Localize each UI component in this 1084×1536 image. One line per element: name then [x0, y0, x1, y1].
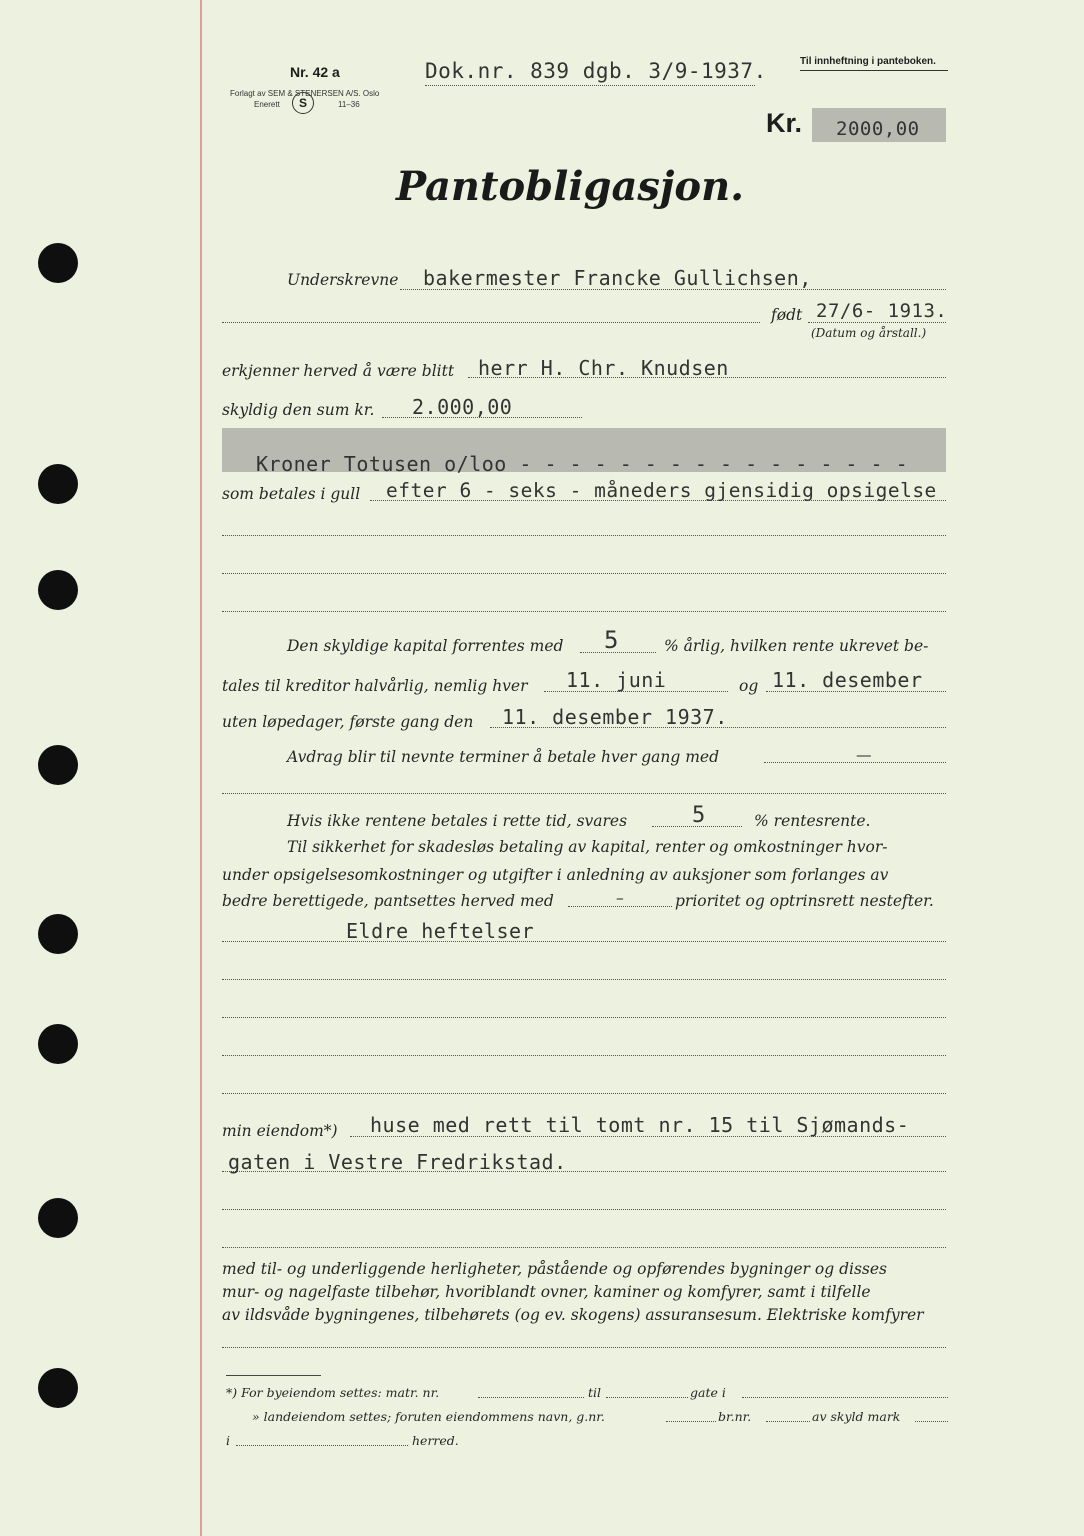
footnote-gate: gate i: [690, 1385, 726, 1400]
punch-hole: [38, 1368, 78, 1408]
prior-liens-line: [222, 941, 946, 942]
payment-date-2[interactable]: 11. desember: [772, 668, 923, 692]
form-number: Nr. 42 a: [290, 64, 340, 80]
doc-ref-underline: [425, 85, 755, 86]
footnote-brnr: br.nr.: [718, 1409, 752, 1424]
born-line: [808, 322, 946, 323]
footnote-blank: [606, 1397, 688, 1398]
blank-line: [222, 1247, 946, 1248]
footnote-til: til: [588, 1385, 602, 1400]
property-value-1[interactable]: huse med rett til tomt nr. 15 til Sjømands-: [370, 1113, 910, 1137]
punch-hole: [38, 914, 78, 954]
punch-hole: [38, 464, 78, 504]
born-prefix-line: [222, 322, 760, 323]
footnote-blank: [766, 1421, 810, 1422]
publisher-line: Forlagt av SEM & STENERSEN A/S. Oslo: [230, 89, 380, 98]
first-payment-prefix: uten løpedager, første gang den: [222, 713, 474, 731]
payable-terms[interactable]: efter 6 - seks - måneders gjensidig opsigelse: [386, 479, 937, 502]
undersigned-value[interactable]: bakermester Francke Gullichsen,: [423, 266, 812, 290]
blank-line: [222, 1055, 946, 1056]
installment-value[interactable]: —: [856, 746, 872, 764]
footnote-blank: [915, 1421, 948, 1422]
margin-rule: [200, 0, 202, 1536]
payment-prefix: tales til kreditor halvårlig, nemlig hver: [222, 677, 528, 695]
punch-hole: [38, 1024, 78, 1064]
footnote-rule: [226, 1375, 321, 1376]
closing-line-2: mur- og nagelfaste tilbehør, hvoriblandt ovner, kaminer og komfyrer, samt i tilfelle: [222, 1283, 871, 1301]
security-line-3-prefix: bedre berettigede, pantsettes herved med: [222, 892, 554, 910]
footnote-blank: [742, 1397, 948, 1398]
blank-line: [222, 979, 946, 980]
punch-hole: [38, 745, 78, 785]
acknowledge-label: erkjenner herved å være blitt: [222, 362, 455, 380]
late-interest-rate[interactable]: 5: [692, 803, 706, 828]
amount-in-words[interactable]: Kroner Totusen o/loo - - - - - - - - - - - - - - - -: [256, 452, 909, 476]
punch-hole: [38, 1198, 78, 1238]
footnote-herred: herred.: [412, 1433, 459, 1448]
late-interest-suffix: % rentesrente.: [754, 812, 871, 830]
footnote-blank: [666, 1421, 716, 1422]
publisher-date: 11–36: [338, 100, 360, 109]
payable-label: som betales i gull: [222, 485, 361, 503]
late-interest-prefix: Hvis ikke rentene betales i rette tid, svares: [287, 812, 628, 830]
blank-line: [222, 535, 946, 536]
creditor-value[interactable]: herr H. Chr. Knudsen: [478, 356, 729, 380]
amount-value: 2000,00: [836, 118, 920, 140]
filing-note-rule: [800, 70, 948, 71]
punch-hole: [38, 570, 78, 610]
first-payment-date[interactable]: 11. desember 1937.: [502, 705, 728, 729]
security-line-1: Til sikkerhet for skadesløs betaling av kapital, renter og omkostninger hvor-: [287, 838, 888, 856]
footnote-line-2-prefix: » landeiendom settes; foruten eiendommens navn, g.nr.: [252, 1409, 605, 1424]
closing-line-1: med til- og underliggende herligheter, påstående og opførendes bygninger og disses: [222, 1260, 887, 1278]
footnote-i: i: [226, 1433, 230, 1448]
footnote-line-1-prefix: *) For byeiendom settes: matr. nr.: [226, 1385, 440, 1400]
payment-and: og: [739, 677, 759, 695]
blank-line: [222, 611, 946, 612]
filing-note: Til innheftning i panteboken.: [800, 56, 936, 67]
born-hint: (Datum og årstall.): [811, 326, 927, 340]
blank-line: [222, 1017, 946, 1018]
blank-line: [222, 573, 946, 574]
interest-prefix: Den skyldige kapital forrentes med: [287, 637, 564, 655]
closing-line-3: av ildsvåde bygningenes, tilbehørets (og ev. skogens) assuransesum. Elektriske komfyrer: [222, 1306, 924, 1324]
document-reference: Dok.nr. 839 dgb. 3/9-1937.: [425, 59, 767, 83]
blank-line: [222, 1209, 946, 1210]
publisher-logo-icon: S: [292, 92, 314, 114]
property-label: min eiendom*): [222, 1122, 338, 1140]
undersigned-label: Underskrevne: [287, 271, 399, 289]
document-title: Pantobligasjon.: [396, 163, 745, 210]
punch-hole: [38, 243, 78, 283]
amount-label: Kr.: [766, 108, 803, 138]
born-label: født: [771, 306, 803, 324]
installment-line: [764, 762, 946, 763]
born-date[interactable]: 27/6- 1913.: [816, 300, 948, 322]
interest-suffix: % årlig, hvilken rente ukrevet be-: [664, 637, 929, 655]
priority-value[interactable]: –: [616, 889, 624, 907]
security-line-3-suffix: prioritet og optrinsrett nestefter.: [675, 892, 934, 910]
interest-rate[interactable]: 5: [604, 626, 619, 654]
footnote-skyld: av skyld mark: [812, 1409, 901, 1424]
blank-line: [222, 1347, 946, 1348]
blank-line: [222, 793, 946, 794]
footnote-blank: [236, 1445, 408, 1446]
blank-line: [222, 1093, 946, 1094]
installment-label: Avdrag blir til nevnte terminer å betale hver gang med: [287, 748, 719, 766]
publisher-enerett: Enerett: [254, 100, 280, 109]
footnote-blank: [478, 1397, 584, 1398]
security-line-2: under opsigelsesomkostninger og utgifter i anledning av auksjoner som forlanges av: [222, 866, 889, 884]
property-value-2[interactable]: gaten i Vestre Fredrikstad.: [228, 1150, 567, 1174]
prior-liens[interactable]: Eldre heftelser: [346, 919, 535, 943]
payment-date-1[interactable]: 11. juni: [566, 668, 667, 692]
owe-label: skyldig den sum kr.: [222, 401, 375, 419]
owe-amount[interactable]: 2.000,00: [412, 395, 513, 419]
